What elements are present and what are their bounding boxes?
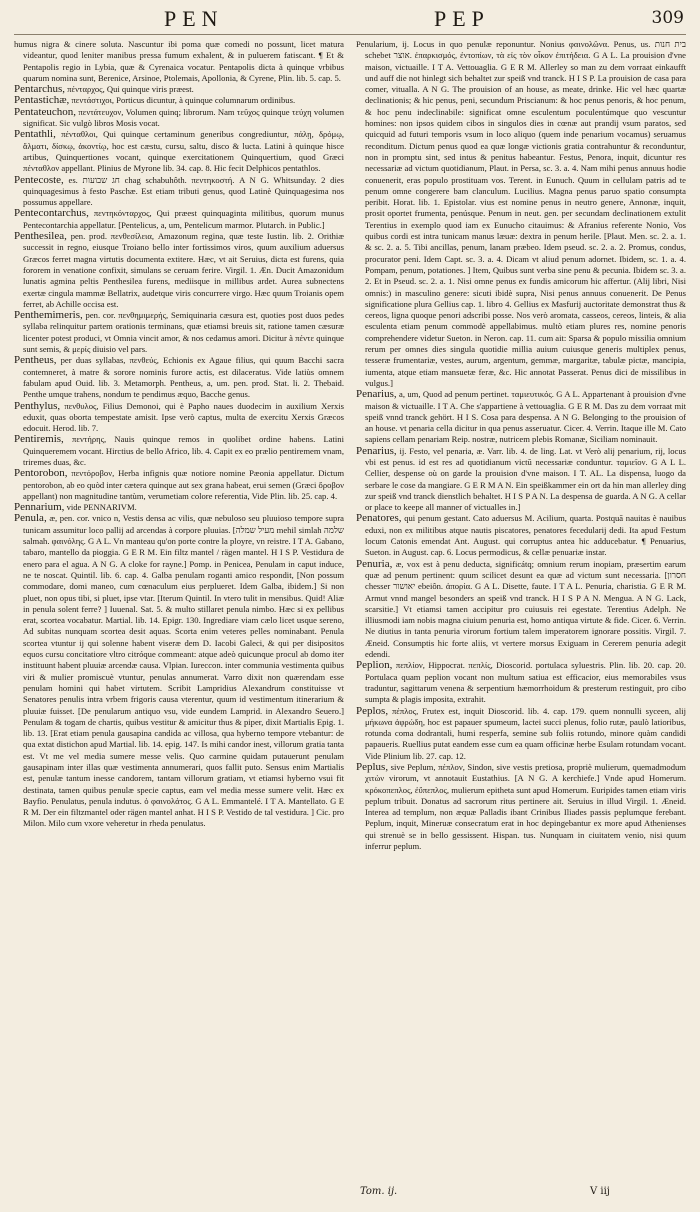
entry-headword: Penuria, (356, 557, 393, 570)
entry-headword: Peplion, (356, 659, 393, 672)
dictionary-entry (14, 355, 344, 400)
entry-body: vide PENNARIVM. (66, 502, 137, 513)
dictionary-entry (356, 706, 686, 762)
entry-body: per duas syllabas, πενθεύς, Echionis ex Agaue filius, qui quum Bacchi sacra contemneret, à matre & sorore nominis furore actis, est dilaceratus. Vide latiùs omnem fabulam apud Ouid. lib. 3. Metamorph. Pentheus, a, um. pen. prod. Stat. li. 2. Thebaid. Penthe umque trahens, nondum te pendimus æquo, Bacche genus. (23, 355, 344, 400)
entry-headword: Peplus, (356, 761, 389, 773)
entry-body: πεντήρης, Nauis quinque remos in quolibet ordine habens. Latini Quinqueremem vocant. Hirctius de bello Africo, lib. 4. Capit ex eo prælio pentiremem vnam, triremes duas, &c. (23, 434, 344, 467)
entry-body: Penularium, ij. Locus in quo penulæ reponuntur. Nonius φαινολῶνα. Penus, us. בית חנות schebet אוצר. ἐπαρκισμός, ἐντοπίων, τὰ εἰς τὸν οἶκον ἐπιτήδεια. G A L. La prouision d'vne maison, victuaille. I T A. Vettouaglia. G E R M. Allerley so man zu dem vorraat einkaufft und auff die not hinlegt sich behaltet zur speiß vnd tranck. H I S P. La prouision de casa para comer, vitualla. A N G. The prouision of an house, as meate, drinke. Hic vel hæc quartæ declinationis; & hic penus, peni, secundum Priscianum: & hoc penus penoris, & hoc penum, & hoc penu indeclinabile: significat omne esculentum poculentúmque quo vescuntur homines: non ipsos quidem cibos in singulos dies in cœnæ aut prandij vsum paratos, sed quicquid ad futuri temporis vsum in loco aliquo (quem inde penarium vocamus) seruamus reconditum. Dictum penus quod ea quæ longæ victionis gratia contrahuntur & reconduntur, non in promptu sint, sed intus & penitus habeantur. Festus, Penora, inquit, dicuntur res necessariæ ad victum quotidianum, Plaut. in Persa, sc. 3. a. 4. Nam mihi penus annuus hodie conuenerit, eras populo prostituam vos. Terent. in Eunuch. Quum in cellulam patris ad te penum omne congerere bam clanculum. Lucilius. Magna penus paruo spatio consumpta peribit. Horat. lib. 1. Epistolar. vius est nomine penus in neutro genere, Annonæ, inquit, prosit oportet frumenta, penúsque. Penum in neut. gen. per secundam declinationem extulit Terentius in exemplo quod iam ex Eunucho citauimus: & Afranius referente Nonio, Vos quibus cordi est intra tunicam manus læuæ: dextra in penum herile. [Plaut. Men. sc. 2. a. 1. & sc. 2. a. 5. Tibi ancillas, penum, lanam præbeo. Idem pseud. sc. 2. a. 2. Promus, condus, procurator peni. Idem Capt. sc. 3. a. 4. Dicam vt aliud penum adornet. Ibidem, sc. 1. a. 4. Pompam, penum, potationes. ] Item, Quibus sunt verba sine penu & pecunia. Ibidem sc. 3. a. 2. Et in Pseud. sc. 2. a. 1. Nisi omne penus ex fundis amicorum hic affertur. (Alij libri, Nisi omnis:) in masculino genere: sicuti ibidè supra, Nisi penus annuus conuenerit. De Penus significatione plura Gellius cap. 1. libro 4. Gellius ex Masfurij auctoritate demonstrat thus & cereos, ligna quoque penori adscribi posse. Nos verò aromata, casseos, cereos, linteis, & alia esculenta etiam penum commodè appellabimus. multò etiam plures res, nomine penoris comprehendere videtur Sueton. in Neron. cap. 11. cum ait: Sparsa & populo missilia omnium rerum per omnes dies singula quotidie millia auium cuiusque generis multiplex penus, tesseræ frumentariæ, vestes, aurum, argentum, gemmæ, margaritæ, tabulæ pictæ, mancipia, iumenta, atque etiam mansuetæ feræ, &c. Hic annotat Passerat. Penus dici de missilibus in vulgus.] (356, 39, 686, 388)
entry-body: es. חג שבועות chag schabuhôth. πεντηκοστή. A N G. Whitsunday. 2 dies quinquagesimus à festo Paschæ. Est etiam tributi genus, quod Latinè Quinquagesima nos possumus appellare. (23, 174, 344, 208)
entry-body: æ, vox est à penu deducta, significátq; omnium rerum inopiam, præsertim earum quæ ad penum pertinent: quum scilicet desunt ea quæ ad victum sunt necessaria. [חסרון chesser יאושור ebeiôn. ἀπορία. G A L. Disette, faute. I T A L. Penuria, charistia. G E R M. Armut vnnd mangel besonders an speiß vnd tranck. H I S P A N. Mengua. A N G. Lack, scarsitie.] Vt etiamsi tamen accipitur pro cuiusuis rei egestate. Terentius Adelph. Ne illiusmodi iam nobis magna ciuium penuria est, homo antiqua virtute & fide. Cicer. 6. Verrin. Ne diutius in tanta penuria virorum fortium talem imperatorem ignorare possitis. Virgil. 7. Æneid. Consumptis hic forte aliis, vt vertere morsus Exiguam in Cererem penuria adegit edendi. (365, 558, 686, 660)
left-column (14, 39, 344, 1179)
entry-headword: Pennarium, (14, 501, 65, 514)
dictionary-entry (14, 129, 344, 174)
entry-headword: Penula, (14, 512, 47, 525)
dictionary-entry (14, 310, 344, 355)
dictionary-entry (14, 107, 344, 130)
entry-body: πεντόροβον, Herba infignis quæ notiore nomine Pæonia appellatur. Dictum pentorobon, ab eo quòd inter cætera quinque aut sex grana habeat, erui semen (Græci ὄροβον appellant) non magnitudine tantùm, verumetiam colore referentia, Vide Plin. lib. 25. cap. 4. (23, 468, 344, 501)
dictionary-entry (14, 401, 344, 435)
entry-body: πεντάστιχοι, Porticus dicuntur, à quinque columnarum ordinibus. (71, 95, 296, 106)
entry-headword: Pentarchus, (14, 83, 66, 96)
entry-headword: Penarius, (356, 444, 397, 457)
entry-body: πενθυλος, Filius Demonoi, qui è Papho naues duodecim in auxilium Xerxis eduxit, quas oborta tempestate amisit. Ipse verò captus, multa de exercitu Xerxis Græcos edocuit. Herod. lib. 7. (23, 400, 344, 434)
dictionary-entry (356, 559, 686, 661)
right-running-headword: PEP (434, 6, 490, 31)
dictionary-entry (356, 513, 686, 558)
page-number: 309 (651, 8, 684, 28)
entry-body: πεντάτευχον, Volumen quinq; librorum. Nam τεῦχος quinque τεύχη volumen significat. Sic vulgò libros Mosis vocat. (23, 106, 344, 129)
dictionary-entry (14, 434, 344, 468)
entry-body: sive Peplum, πέπλον, Sindon, sive vestis pretiosa, propriè mulierum, quemadmodum χιτὼν virorum, vt annotauit Eustathius. [A N G. A kerchiefe.] Vnde apud Homerum. κρόκοπεπλος, ἐὔπεπλος, mulierum epitheta sunt apud Homerum. Euripides tamen etiam viris peplum tribuit. Donatus ad sacrorum ritus pertinere ait. Seruius in illud Virgil. 1. Æneid. Interea ad templum, non æquæ Palladis ibant Crinibus Iliades passis peplumque ferebant. Peplum, inquit, Mineruæ consecratum erat in hoc depingebantur ex more apud Athenienses qui strenuè se in bello gessissent. Hispan. tus. Nunquam in ciuitatem venio, nisi quum inferrur peplum. (365, 762, 686, 852)
entry-headword: Penthylus, (14, 399, 61, 412)
entry-headword: Penthemimeris, (14, 309, 83, 322)
entry-body: a, um, Quod ad penum pertinet. ταμιευτικός. G A L. Appartenant à prouision d'vne maison & victuaille. I T A. Che s'appartiene à vettouaglia. G E R M. Das zu dem vorraat mit speiß vnnd tranck gehört. H I S. Cosa para despensa. A N G. Belonging to the prouision of an house. vt penaria cella dicitur in qua penus asseruatur. Cicer. 4. Verrin. Itaque ille M. Cato sapiens cellam penariam Reip. nostræ, nutricem plebis Romanæ, Siciliam nominauit. (365, 389, 686, 445)
entry-headword: Pentastichæ, (14, 94, 70, 107)
entry-body: πένταθλοι, Qui quinque certaminum generibus congrediuntur, πάλῃ, δρόμῳ, ἅλματι, δίσκῳ, ἀκοντίῳ, hoc est cæstu, cursu, saltu, disco & lucta. Latini à quinque hisce artibus, Quinquertiones vocant, quinque exercitationem Quinquertium, quod Græci πένταθλον appellant. Plinius de Myrone lib. 34. cap. 8. Hic fecit Delphicos pentathlos. (23, 129, 344, 174)
right-column (356, 39, 686, 1179)
entry-body: πεντηκόνταρχος, Qui præest quinquaginta militibus, quorum munus Pentecontarchia appellatur. [Pentelicus, a, um, Pentelicum marmor. Plutarch. in Public.] (23, 208, 344, 230)
dictionary-entry (14, 175, 344, 209)
dictionary-entry (356, 762, 686, 852)
dictionary-entry (14, 513, 344, 829)
dictionary-entry (356, 389, 686, 445)
dictionary-entry (14, 468, 344, 502)
entry-headword: Pentateuchon, (14, 105, 77, 118)
entry-headword: Pentathli, (14, 128, 56, 141)
catchword: V iij (590, 1186, 610, 1197)
dictionary-entry (356, 446, 686, 514)
entry-body: πένταρχος, Qui quinque viris præest. (67, 84, 194, 95)
dictionary-entry (14, 208, 344, 231)
entry-headword: Pentiremis, (14, 433, 64, 446)
dictionary-entry (14, 231, 344, 310)
two-column-body (14, 39, 686, 1179)
entry-headword: Peplos, (356, 704, 389, 717)
entry-body: pen. cor. πενθημιμερής, Semiquinaria cæsura est, quoties post duos pedes syllaba relinquitur partem orationis terminans, quæ etiamsi breuis sit, ratione tamen cæsuræ licenter potest produci, vt Omnia vincit amor, & nos cedamus amori. Dicitur à πέντε quinque sunt semis, & μερίς diuisio vel pars. (23, 310, 344, 355)
entry-body: pen. prod. πενθεσίλεια, Amazonum regina, quæ teste Iustin. lib. 2. Orithiæ successit in regno, eiusque Troiano bello inter fortissimos viros, quum auxilium aduersus Græcos ferret magna virtutis documenta extitere. Hæc, vt ait Seruius, dicta est furens, quia fororem in venatione confixit, simulans se ceruam ferire. Virgil. 1. Æn. Ducit Amazonidum lunatis agmina peltis Penthesilea furens, mediisque in millibus ardet. Aurea subnectens exertæ cingula mammæ Bellatrix, audetque viris concurrere virgo. Hæc quum Troianis opem ferret, ab Achille occisa est. (23, 231, 344, 309)
entry-headword: Pentheus, (14, 354, 57, 367)
dictionary-entry (14, 39, 344, 84)
entry-headword: Penarius, (356, 388, 397, 401)
dictionary-entry (356, 660, 686, 705)
page-footer (0, 1186, 700, 1204)
entry-headword: Penatores, (356, 512, 402, 525)
signature-mark: Tom. ij. (360, 1186, 398, 1197)
dictionary-entry (14, 502, 344, 513)
entry-headword: Pentecontarchus, (14, 207, 89, 220)
running-header (14, 6, 686, 35)
entry-body: ij. Festo, vel penaria, æ. Varr. lib. 4. de ling. Lat. vt Verò alij penarium, rij, locus vbi est penus. id est res ad quotidianum victū necessariæ conduntur. ταμιεῖον. G A L L. Cellier, despense où on garde la prouision d'vne maison. I T. AL. La dispensa, luogo da serbare le cose da mangiare. G E R M A N. Ein speißkammer ein ort da hin man allerley ding zur speiß vnd tranck dienstlich behaltet. H I S P A N. La despensa de guarda. A N G. A cellar or place to keepe all manner of victualles in.] (365, 445, 686, 513)
left-running-headword: PEN (164, 6, 224, 31)
entry-headword: Pentecoste, (14, 173, 64, 186)
entry-headword: Penthesilea, (14, 230, 67, 243)
dictionary-entry (356, 39, 686, 389)
entry-body: humus nigra & cinere soluta. Nascuntur ibi poma quæ comedi no possunt, licet matura videantur, quod leniter manibus pressa fumum exhalent, & in puluerem fatiscant. ¶ Et & Pentapolis regio in Lybia, quæ & Cyrenaica vocatur. Pentapolis dicta à quinque vrbibus quarum nomina sunt, Berenice, Arsinoe, Ptolemais, Apollonia, & Cyrene, Plin. lib. 5. cap. 5. (14, 39, 344, 83)
entry-body: qui penum gestant. Cato aduersus M. Acilium, quarta. Postquā nauitas è nauibus eduxi, non ex militibus atque nautis piscatores, penatores fecedularij dedi. Ita apud Festum locum Catonis emendat Ant. August. qui corruptus antea hic adducebatur. ¶ Penuarius, Sueton. in August. cap. 6. Locus permodicus, & cellæ penuariæ instar. (365, 513, 686, 558)
entry-body: æ, pen. cor. vnico n, Vestis densa ac vilis, quæ nebuloso seu pluuioso tempore supra tunicam assumitur loco pallij ad arcendas à corpore pluuias. [מעיל שמלה mehil simlah שלמה salmah. φαινόλης. G A L. Vn manteau qu'on porte contre la ployre, vn reistre. I T A. Gabano, tabaro, mantello da pioggia. G E R M. Ein filtz mantel / rägen mantel. H I S P. Vestidura de enero para el agua. A N G. A cloke for rayne.] Pomp. in Penicea, Penulam in caput induce, ne te noscat. Quintil. lib. 6. cap. 4. Galba penulam roganti amico respondit, [Non possum commodare, domi maneo, cum cœnaculum eius perplueret. Idem Galba, ibidem.] Si non pluet, non opus tibi, si pluet, ipse vtar. [Iterum Quintil. In vtero tulit in mensibus. Quid! Aliæ in penula solent ferre? ] Iuuenal. Sat. 5. & multo stillaret penula nimbo. Hæc si ex pellibus erat, scortea vocabatur. Martial. lib. 14. Epigr. 130. Ingrediare viam cælo licet usque sereno, Ad subitas nunquam scortea desit aquas. Scorta enim veteres pelles nominabant. Penula scortea vtuntur ij qui solenne habent viseræ dem D. Iacobi Galeci, & qui per disipositos equos cursu concitatiore vltro citróque commeant: atque adeò quicunque procul ab domo iter instituunt habent pluuiæ arcendæ causa. Vlpian. Iureccon. inter communia vestimenta quibus viri & mulier promiscuè vtuntur, penulas annumerat. Varro dixit non quærendam esse penulam homini qui habet virtutem. Scribit Lampridius Alexandrum constituisse vt Senatores penulis intra vrbem frigoris causa vterentur, quum id vestimentum itinerarium & pluuiæ fuisset. [De penularum antiquo vsu, vide eundem Lamprid. in Alexandro Seuero.] Penulam & togam de chartis, quibus vestitur & amicitur thus & piper, dixit Martialis Epig. 1. lib. 13. [Erat etiam penula gausapina candida ac villosa, qua hyberno tempore vtebantur: de qua extat distichon apud Martial. lib. 14. epig. 147. Is mihi candor inest, villorum gratia tanta est. Vt me vel media sumere messe velis. Quo carmine quidam putauerunt penulam gausapinam inter illas quæ vestimenta annumerari, quos fallit puto. Sensus enim Martialis est, penulæ tantum inesse candorem, tantam villorum gratiam, vt etiamsi hyberno vsui fit destinata, tamen quibus penulæ specie captus, eam vel media messe sumere velit. Hæc ex Bayfio. Penulatus, penula indutus. ὁ φαινολάτος. G A L. Emmantelé. I T A. Mantellato. G E R M. Der ein filtzmantel oder rägen mantel anhat. H I S P. Vestido de tal vestidura. ] Cic. pro Milon. Milo cum vxore veheretur in rheda penulatus. (23, 513, 344, 829)
entry-body: πέπλος, Frutex est, inquit Dioscorid. lib. 4. cap. 179. quem nonnulli syceen, alij μήκωνα ἀφρώδη, hoc est papauer spumeum, lactei succi plenus, folio rutæ, paulò latioribus, rotunda coma dodrantali, humi resperfa, semine sub foliis rotundo, minore quàm candidi papaueris. Ruellius putat eandem esse cum ea quam officinæ herbe Esulam rotundam vocant. Vide Plinium lib. 27. cap. 12. (365, 705, 686, 761)
entry-headword: Pentorobon, (14, 467, 68, 480)
entry-body: πεπλίον, Hippocrat. πεπλίς, Dioscorid. portulaca syluestris. Plin. lib. 20. cap. 20. Portulaca quam peplion vocant non multum satiua est efficacior, eius memorabiles vsus traduntur, sagittarum venena & serpentium hæmorrhoidum & presterum restinguit, pro cibo sumpta & plagis imposita, extrahit. (365, 660, 686, 705)
